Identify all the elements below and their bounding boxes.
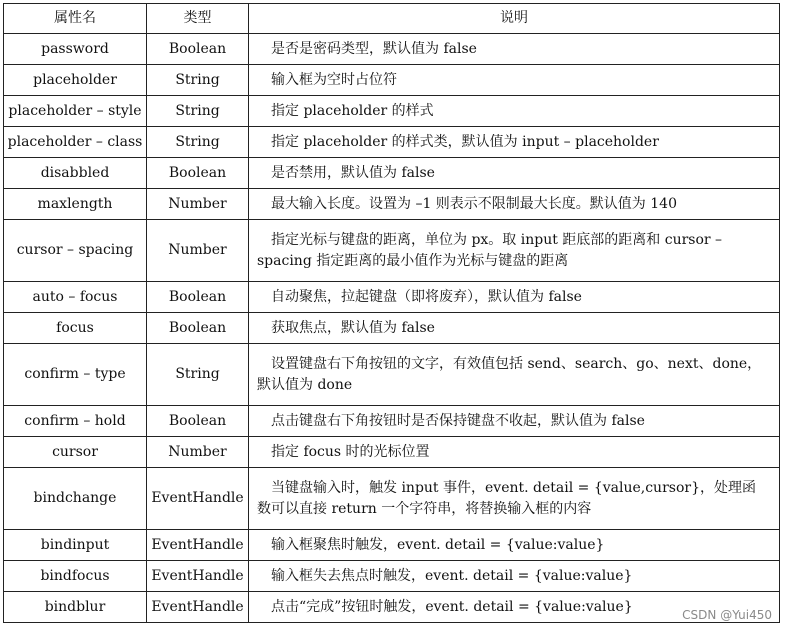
header-type: 类型 <box>147 4 249 34</box>
table-row <box>4 313 780 344</box>
description-cell <box>249 313 780 344</box>
attribute-table <box>3 3 780 623</box>
table-row <box>4 282 780 313</box>
type-cell: EventHandle <box>147 530 249 561</box>
description-cell <box>249 65 780 96</box>
table-row <box>4 437 780 468</box>
table-row <box>4 344 780 406</box>
type-cell: Number <box>147 437 249 468</box>
watermark: CSDN @Yui450 <box>682 608 772 622</box>
table-row <box>4 561 780 592</box>
attribute-name-cell: placeholder <box>4 65 147 96</box>
description-text: 点击键盘右下角按钮时是否保持键盘不收起，默认值为 false <box>271 412 645 429</box>
attribute-name-cell: confirm – type <box>4 344 147 406</box>
description-cell <box>249 468 780 530</box>
table-row <box>4 592 780 623</box>
table-row <box>4 158 780 189</box>
attribute-name-cell: password <box>4 34 147 65</box>
attribute-name-cell: cursor <box>4 437 147 468</box>
table-row <box>4 34 780 65</box>
attribute-name-cell: placeholder – class <box>4 127 147 158</box>
attribute-name-cell: bindfocus <box>4 561 147 592</box>
description-cell <box>249 406 780 437</box>
table-row <box>4 468 780 530</box>
table-row <box>4 96 780 127</box>
table-row <box>4 65 780 96</box>
header-attribute-name: 属性名 <box>4 4 147 34</box>
description-text: 设置键盘右下角按钮的文字，有效值包括 send、search、go、next、done，默认值为 done <box>257 355 762 393</box>
type-cell: EventHandle <box>147 468 249 530</box>
description-text: 输入框为空时占位符 <box>271 71 397 88</box>
table-row <box>4 530 780 561</box>
attribute-name-cell: maxlength <box>4 189 147 220</box>
description-cell <box>249 189 780 220</box>
attribute-name-cell: disabbled <box>4 158 147 189</box>
table-row <box>4 189 780 220</box>
type-cell: Boolean <box>147 34 249 65</box>
description-cell <box>249 344 780 406</box>
description-text: 是否禁用，默认值为 false <box>271 164 435 181</box>
description-text: 输入框聚焦时触发，event. detail = {value:value} <box>271 536 605 553</box>
type-cell: String <box>147 65 249 96</box>
description-cell <box>249 437 780 468</box>
attribute-name-cell: confirm – hold <box>4 406 147 437</box>
description-text: 最大输入长度。设置为 –1 则表示不限制最大长度。默认值为 140 <box>271 195 677 212</box>
type-cell: Number <box>147 220 249 282</box>
attribute-name-cell: cursor – spacing <box>4 220 147 282</box>
attribute-name-cell: bindchange <box>4 468 147 530</box>
type-cell: EventHandle <box>147 561 249 592</box>
description-text: 输入框失去焦点时触发，event. detail = {value:value} <box>271 567 633 584</box>
type-cell: Boolean <box>147 282 249 313</box>
table-header-row <box>4 4 780 34</box>
attribute-name-cell: focus <box>4 313 147 344</box>
type-cell: EventHandle <box>147 592 249 623</box>
table-row <box>4 406 780 437</box>
attribute-table-container <box>3 3 779 623</box>
header-description: 说明 <box>249 4 780 34</box>
description-cell <box>249 158 780 189</box>
table-row <box>4 220 780 282</box>
type-cell: String <box>147 344 249 406</box>
type-cell: String <box>147 127 249 158</box>
description-text: 获取焦点，默认值为 false <box>271 319 435 336</box>
type-cell: Boolean <box>147 313 249 344</box>
description-text: 指定 placeholder 的样式类，默认值为 input – placeholder <box>271 133 659 150</box>
type-cell: Boolean <box>147 158 249 189</box>
description-text: 是否是密码类型，默认值为 false <box>271 40 477 57</box>
description-text: 指定光标与键盘的距离，单位为 px。取 input 距底部的距离和 cursor – spacing 指定距离的最小值作为光标与键盘的距离 <box>257 231 723 269</box>
description-text: 指定 placeholder 的样式 <box>271 102 434 119</box>
description-cell <box>249 530 780 561</box>
description-cell <box>249 220 780 282</box>
type-cell: String <box>147 96 249 127</box>
description-cell <box>249 127 780 158</box>
table-row <box>4 127 780 158</box>
type-cell: Boolean <box>147 406 249 437</box>
description-cell <box>249 561 780 592</box>
description-cell <box>249 282 780 313</box>
description-text: 当键盘输入时，触发 input 事件，event. detail = {value,cursor}，处理函数可以直接 return 一个字符串，将替换输入框的内容 <box>257 479 756 517</box>
attribute-name-cell: auto – focus <box>4 282 147 313</box>
description-cell <box>249 96 780 127</box>
attribute-name-cell: placeholder – style <box>4 96 147 127</box>
description-text: 点击“完成”按钮时触发，event. detail = {value:value} <box>271 598 633 615</box>
description-cell <box>249 34 780 65</box>
type-cell: Number <box>147 189 249 220</box>
description-text: 指定 focus 时的光标位置 <box>271 443 430 460</box>
attribute-name-cell: bindinput <box>4 530 147 561</box>
attribute-name-cell: bindblur <box>4 592 147 623</box>
description-text: 自动聚焦，拉起键盘（即将废弃），默认值为 false <box>271 288 582 305</box>
